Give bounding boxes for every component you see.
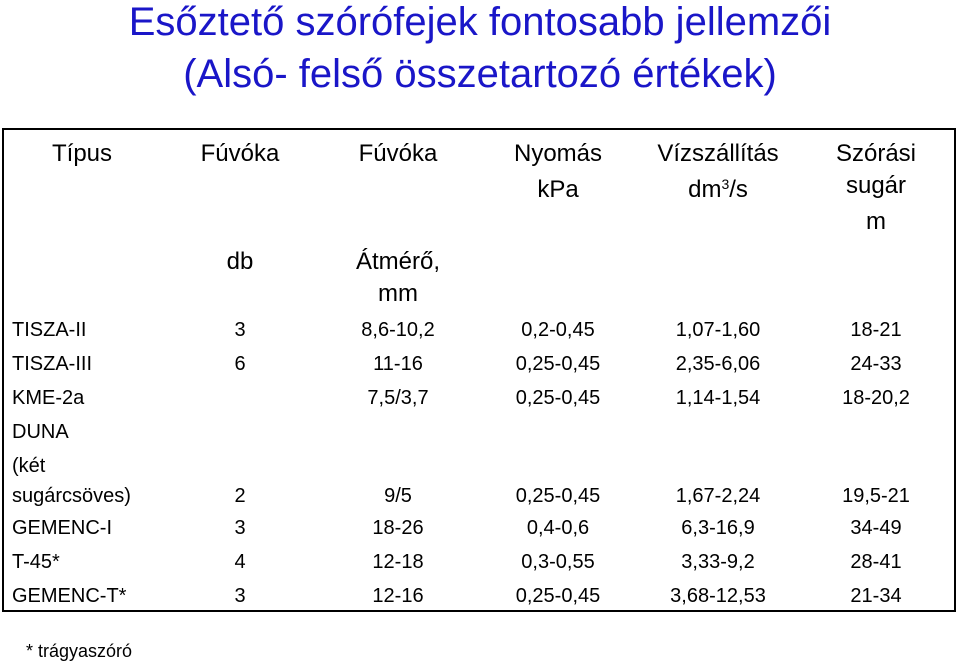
header-vizszallitas: Vízszállítás — [657, 140, 779, 167]
header-sugar: sugár — [845, 172, 907, 199]
cell-sugar: 18-21 — [850, 319, 902, 341]
cell-type: GEMENC-I — [12, 517, 112, 539]
cell-nyomas: 0,2-0,45 — [521, 319, 595, 341]
cell-sugar: 18-20,2 — [842, 387, 910, 409]
cell-sugar: 34-49 — [850, 517, 902, 539]
cell-nyomas: 0,25-0,45 — [515, 353, 601, 375]
cell-atmero: 18-26 — [372, 517, 424, 539]
header-nyomas-unit: kPa — [537, 176, 579, 203]
cell-db: 4 — [234, 551, 246, 573]
cell-nyomas: 0,25-0,45 — [515, 585, 601, 607]
table-frame — [2, 128, 956, 612]
footnote: * trágyaszóró — [26, 641, 133, 661]
cell-nyomas: 0,3-0,55 — [521, 551, 595, 573]
cell-sugar: 21-34 — [850, 585, 902, 607]
cell-type: GEMENC-T* — [12, 585, 127, 607]
cell-atmero: 8,6-10,2 — [361, 319, 435, 341]
cell-nyomas: 0,25-0,45 — [515, 485, 601, 507]
cell-nyomas: 0,4-0,6 — [526, 517, 590, 539]
header-sugar-unit: m — [866, 208, 886, 235]
cell-type: DUNA — [12, 421, 69, 443]
header-db: db — [226, 248, 254, 275]
cell-type: (két — [12, 455, 46, 477]
cell-db: 3 — [234, 585, 246, 607]
header-nyomas: Nyomás — [513, 140, 603, 167]
cell-viz: 2,35-6,06 — [675, 353, 761, 375]
cell-type: TISZA-II — [12, 319, 87, 341]
cell-db: 3 — [234, 517, 246, 539]
cell-nyomas: 0,25-0,45 — [515, 387, 601, 409]
header-vizszallitas-unit: $dm^3/s$ — [688, 176, 748, 203]
header-szorasi: Szórási — [835, 140, 917, 167]
cell-atmero: 7,5/3,7 — [367, 387, 429, 409]
cell-viz: 1,14-1,54 — [675, 387, 761, 409]
cell-sugar: 24-33 — [850, 353, 902, 375]
cell-atmero: 12-18 — [372, 551, 424, 573]
cell-db: 6 — [234, 353, 246, 375]
header-atmero: Átmérő, — [355, 248, 441, 275]
cell-atmero: 12-16 — [372, 585, 424, 607]
header-fuvoka-atmero: Fúvóka — [358, 140, 438, 167]
cell-type: sugárcsöves) — [12, 485, 131, 507]
cell-viz: 1,07-1,60 — [675, 319, 761, 341]
cell-viz: 3,33-9,2 — [681, 551, 755, 573]
cell-atmero: 11-16 — [373, 353, 423, 375]
cell-viz: 3,68-12,53 — [670, 585, 766, 607]
cell-viz: 6,3-16,9 — [681, 517, 755, 539]
cell-type: KME-2a — [12, 387, 85, 409]
cell-atmero: 9/5 — [384, 485, 412, 507]
cell-type: T-45* — [12, 551, 60, 573]
header-tipus: Típus — [51, 140, 113, 167]
cell-sugar: 28-41 — [850, 551, 902, 573]
cell-db: 2 — [234, 485, 246, 507]
page-title: Esőztető szórófejek fontosabb jellemzői — [128, 0, 832, 44]
header-atmero-unit: mm — [378, 280, 418, 307]
cell-sugar: 19,5-21 — [842, 485, 910, 507]
header-fuvoka-db: Fúvóka — [200, 140, 280, 167]
cell-db: 3 — [234, 319, 246, 341]
cell-viz: 1,67-2,24 — [675, 485, 761, 507]
page-subtitle: (Alsó- felső összetartozó értékek) — [183, 52, 777, 96]
cell-type: TISZA-III — [12, 353, 92, 375]
